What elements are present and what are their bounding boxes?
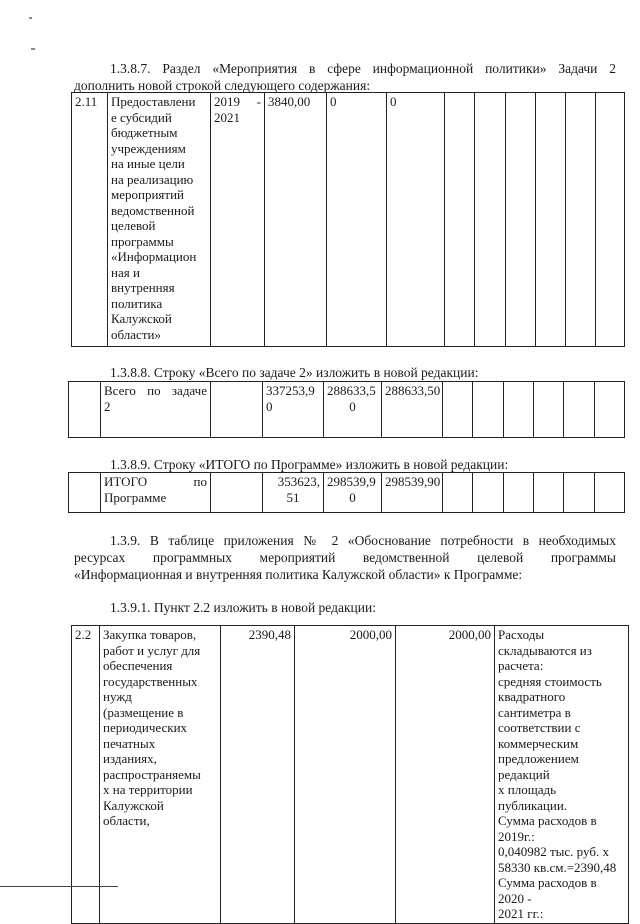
note-line: 58330 кв.см.=2390,48 [498,859,617,875]
note-line: предложением редакций [498,751,579,782]
period-line: 2019 - [214,94,261,109]
value-line: 353623, [277,474,320,489]
name-line: на реализацию [111,171,194,187]
empty-cell [443,382,473,438]
paragraph-139-line3: «Информационная и внутренняя политика Калужской области» к Программе: [74,567,523,582]
total-cell: 3840,00 [265,93,327,347]
note-line: Расходы складываются из [498,627,592,658]
itogo-value-3: 298539,90 [382,473,443,513]
name-line: обеспечения [103,658,173,673]
empty-cell [534,473,564,513]
empty-cell [473,382,504,438]
empty-cell [564,473,595,513]
label-line: 2 [104,398,111,414]
value-2021-cell: 0 [387,93,445,347]
name-line: Калужской [103,797,164,813]
name-line: Калужской [111,311,172,326]
name-line: распространяемы [103,766,201,782]
name-line: изданиях, [103,751,157,766]
table-row-total-task2 [68,381,625,438]
name-line: политика [111,295,163,311]
label-word: по [193,474,207,489]
empty-cell [536,93,566,347]
label-line: Программе [104,489,167,505]
empty-cell [211,473,263,513]
total-value-3: 288633,50 [382,382,443,438]
name-line: периодических [103,720,188,735]
name-line: печатных [103,735,156,751]
empty-cell [595,473,625,513]
name-line: мероприятий [111,187,184,202]
empty-cell [445,93,475,347]
label-line [104,474,207,490]
note-line: Сумма расходов в 2020 - [498,875,597,906]
value-line: 0 [266,398,273,414]
label-line: Всего по задаче [104,383,207,398]
name-line: бюджетным [111,125,178,140]
row-number: 2.2 [72,626,100,924]
empty-cell [596,93,625,347]
value-line: 51 [286,489,300,505]
empty-cell [506,93,536,347]
note-line: х площадь публикации. [498,782,568,813]
paragraph-1389: 1.3.8.9. Строку «ИТОГО по Программе» изложить в новой редакции: [110,457,509,472]
name-line: области» [111,326,161,342]
paragraph-1388: 1.3.8.8. Строку «Всего по задаче 2» изложить в новой редакции: [110,365,479,380]
note-line: 0,040982 тыс. руб. х [498,844,609,859]
label-word: ИТОГО [104,474,148,489]
note-line: коммерческим [498,735,579,751]
value-2019-cell: 2390,48 [221,626,295,924]
total-label [101,382,211,438]
paragraph-1387-line1: 1.3.8.7. Раздел «Мероприятия в сфере информационной политики» Задачи 2 [110,61,616,76]
scan-mark [31,48,35,50]
note-line: квадратного сантиметра в [498,689,571,720]
paragraph-1387-line2: дополнить новой строкой следующего содержания: [74,78,371,93]
measure-name [108,93,211,347]
empty-cell [564,382,595,438]
name-line: государственных [103,673,198,689]
name-line: х на территории [103,782,193,797]
value-line: 337253,9 [266,383,315,398]
empty-cell [566,93,596,347]
itogo-value-1 [263,473,324,513]
note-line: 2021 гг.: [498,906,544,921]
measure-name [100,626,221,924]
empty-cell [69,473,101,513]
name-line: программы [111,233,174,249]
name-line: ведомственной [111,202,195,218]
value-line: 288633,5 [327,383,376,398]
name-line: учреждениям [111,140,186,156]
empty-cell [475,93,506,347]
period-cell [211,93,265,347]
table-row-itogo [68,472,625,513]
table-row-2-11 [71,92,625,347]
footnote-separator [0,886,118,887]
paragraph-139-line1: 1.3.9. В таблице приложения № 2 «Обоснование потребности в необходимых [110,533,616,548]
empty-cell [504,473,534,513]
value-line: 298539,9 [327,474,376,489]
name-line: работ и услуг для [103,642,201,658]
paragraph-139-line2: ресурсах программных мероприятий ведомственной целевой программы [74,550,616,565]
note-line: средняя стоимость [498,673,602,689]
value-line: 0 [349,489,356,505]
empty-cell [443,473,473,513]
value-2021-cell: 2000,00 [396,626,495,924]
empty-cell [534,382,564,438]
note-line: соответствии с [498,720,581,735]
name-line: целевой [111,218,156,233]
name-line: е субсидий [111,109,172,125]
itogo-value-2 [324,473,382,513]
paragraph-1391: 1.3.9.1. Пункт 2.2 изложить в новой редакции: [110,600,376,615]
period-line: 2021 [214,109,240,125]
name-line: (размещение в [103,704,184,720]
itogo-label [101,473,211,513]
empty-cell [473,473,504,513]
total-value-2 [324,382,382,438]
total-value-1 [263,382,324,438]
name-line: области, [103,813,150,828]
name-line: «Информацион [111,249,197,264]
scan-mark [29,17,32,19]
name-line: Предоставлени [111,94,196,109]
name-line: Закупка товаров, [103,627,197,642]
empty-cell [211,382,263,438]
row-number: 2.11 [72,93,108,347]
calculation-note [495,626,629,924]
empty-cell [595,382,625,438]
empty-cell [69,382,101,438]
value-2020-cell: 0 [327,93,387,347]
name-line: ная и [111,264,140,280]
note-line: Сумма расходов в 2019г.: [498,813,597,844]
empty-cell [504,382,534,438]
value-line: 0 [349,398,356,414]
value-2020-cell: 2000,00 [295,626,396,924]
table-row-2-2 [71,625,629,924]
note-line: расчета: [498,658,544,673]
name-line: на иные цели [111,156,185,171]
name-line: нужд [103,689,132,704]
name-line: внутренняя [111,280,175,295]
